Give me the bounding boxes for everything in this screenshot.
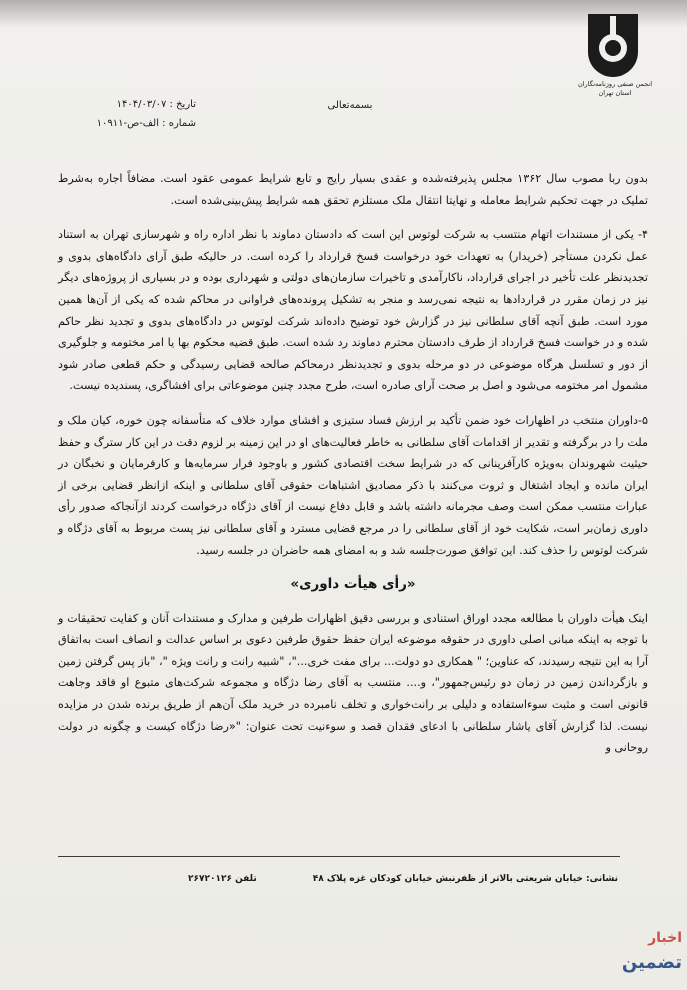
document-body — [58, 168, 648, 772]
footer-divider — [58, 856, 620, 857]
paragraph-intro: بدون ربا مصوب سال ۱۳۶۲ مجلس پذیرفته‌شده و عقدی بسیار رایج و تابع شرایط عمومی عقود است. مضافاً اجاره به‌شرط تملیک در جهت تحکیم شرایط معامله و نهایتا انتقال ملک مستلزم تحقق همه شرایط پیش‌بینی‌شده است. — [58, 172, 649, 207]
association-logo-icon — [578, 8, 648, 78]
document-meta — [86, 95, 196, 133]
number-line: شماره : الف-ص-۱۰۹۱۱ — [96, 118, 196, 129]
footer-address: نشانی: خیابان شریعتی بالاتر از ظفرنبش خیابان کودکان غزه پلاک ۴۸ — [312, 874, 618, 884]
org-name: انجمن صنفی روزنامه‌نگاران استان تهران — [577, 80, 653, 97]
basmala: بسمه‌تعالی — [327, 100, 373, 111]
footer-phone: تلفن ۲۶۷۲۰۱۲۶ — [188, 874, 257, 884]
paragraph-4: ۴- یکی از مستندات اتهام منتسب به شرکت لوتوس این است که دادستان دماوند با نظر اداره راه و شهرسازی تهران به استناد عمل نکردن مستأجر (خریدار) به تعهدات خود درخواست فسخ قرارداد را کرده است. در حالیکه طبق آرای دادگاه‌های بدوی و تجدیدنظر علت تأخیر در اجرای قرارداد، ناکارآمدی و تاخیرات سازمان‌های دولتی و شهرداری بوده و در بسیاری از پروژه‌های دیگر نیز در زمان مقرر در قراردادها به نتیجه نمی‌رسد و منجر به تشکیل پرونده‌های فراوانی در محاکم شده که یکی از آن‌ها همین مورد است. طبق آنچه آقای سلطانی نیز در گزارش خود توضیح داده‌اند شرکت لوتوس در دادگاه‌های بدوی و تجدید نظر حاکم شده و در خواست فسخ قرارداد از طرف دادستان محترم دماوند رد شده است. طبق قضیه محکوم بها یا امر مختومه و جلوگیری از دور و تسلسل هرگاه موضوعی در دو مرحله بدوی و تجدیدنظر درمحاکم صالحه قضایی رسیدگی و حکم قطعی صادر شود مشمول امر مختومه می‌شود و اصل بر صحت آرای صادره است، طرح مجدد چنین موضوعاتی برای افشاگری، پسندیده نیست. — [58, 228, 648, 393]
paragraph-verdict: اینک هیأت داوران با مطالعه مجدد اوراق استنادی و بررسی دقیق اظهارات طرفین و مدارک و مستندات آنان و کفایت تحقیقات و با توجه به اینکه مبانی اصلی داوری در حقوقه موضوعه ایران حفظ حقوق طرفین دعوی بر اساس عدالت و انصاف است به‌اتفاق آرا به این نتیجه رسیدند، که عناوین؛ " همکاری دو دولت... برای مفت خری..."، "شبیه رانت و رانت ویژه "، "باز پس گرفتن زمین و بازگرداندن زمین در زمان دو رئیس‌جمهور"، و.... منتسب به آقای رضا دژگاه و مجموعه شرکت‌های متبوع او فاقد وجاهت قانونی است و مثبت سوءاستفاده و دلیلی بر رانت‌خواری و تخلف نامبرده در خرید ملک آن‌هم از طریق برنده شدن در مزایده نیست. لذا گزارش آقای یاشار سلطانی با ادعای فقدان قصد و سوءنیت تحت عنوان: "«رضا دژگاه کیست و چگونه در دولت روحانی و — [58, 611, 648, 755]
paragraph-5: ۵-داوران منتخب در اظهارات خود ضمن تأکید بر ارزش فساد ستیزی و افشای موارد خلاف که متأسفانه چون خوره، کیان ملک و ملت را در برگرفته و تقدیر از اقدامات آقای سلطانی به خاطر فعالیت‌های او در این زمینه بر لزوم دقت در این کار سترگ و حفظ حیثیت شهروندان به‌ویژه کارآفرینانی که در شرایط سخت اقتصادی کشور و باوجود فرار سرمایه‌ها و کارفرمایان و نخبگان در ایران مانده و ایجاد اشتغال و ثروت می‌کنند با ذکر مصادیق اشتباهات حقوقی آقای سلطانی و اینکه ازانظر قضایی برخی از عبارات منتسب ممکن است وصف مجرمانه داشته باشد و قابل دفاع نیست از آقای دژگاه درخواست کردند ازآنجاکه صدور رأی داوری زمان‌بر است، شکایت خود از آقای سلطانی را در مرجع قضایی مسترد و آقای سلطانی نیز پست مربوط به آقای دژگاه و شرکت لوتوس را حذف کند. این توافق صورت‌جلسه شد و به امضای همه حاضران در جلسه رسید. — [58, 413, 648, 557]
svg-text:تضمین: تضمین — [621, 952, 682, 973]
news-watermark-logo — [604, 916, 684, 986]
date-line: تاریخ : ۱۴۰۴/۰۳/۰۷ — [116, 99, 196, 110]
section-title: «رأی هیأت داوری» — [290, 576, 416, 593]
svg-text:اخبار: اخبار — [648, 930, 682, 946]
